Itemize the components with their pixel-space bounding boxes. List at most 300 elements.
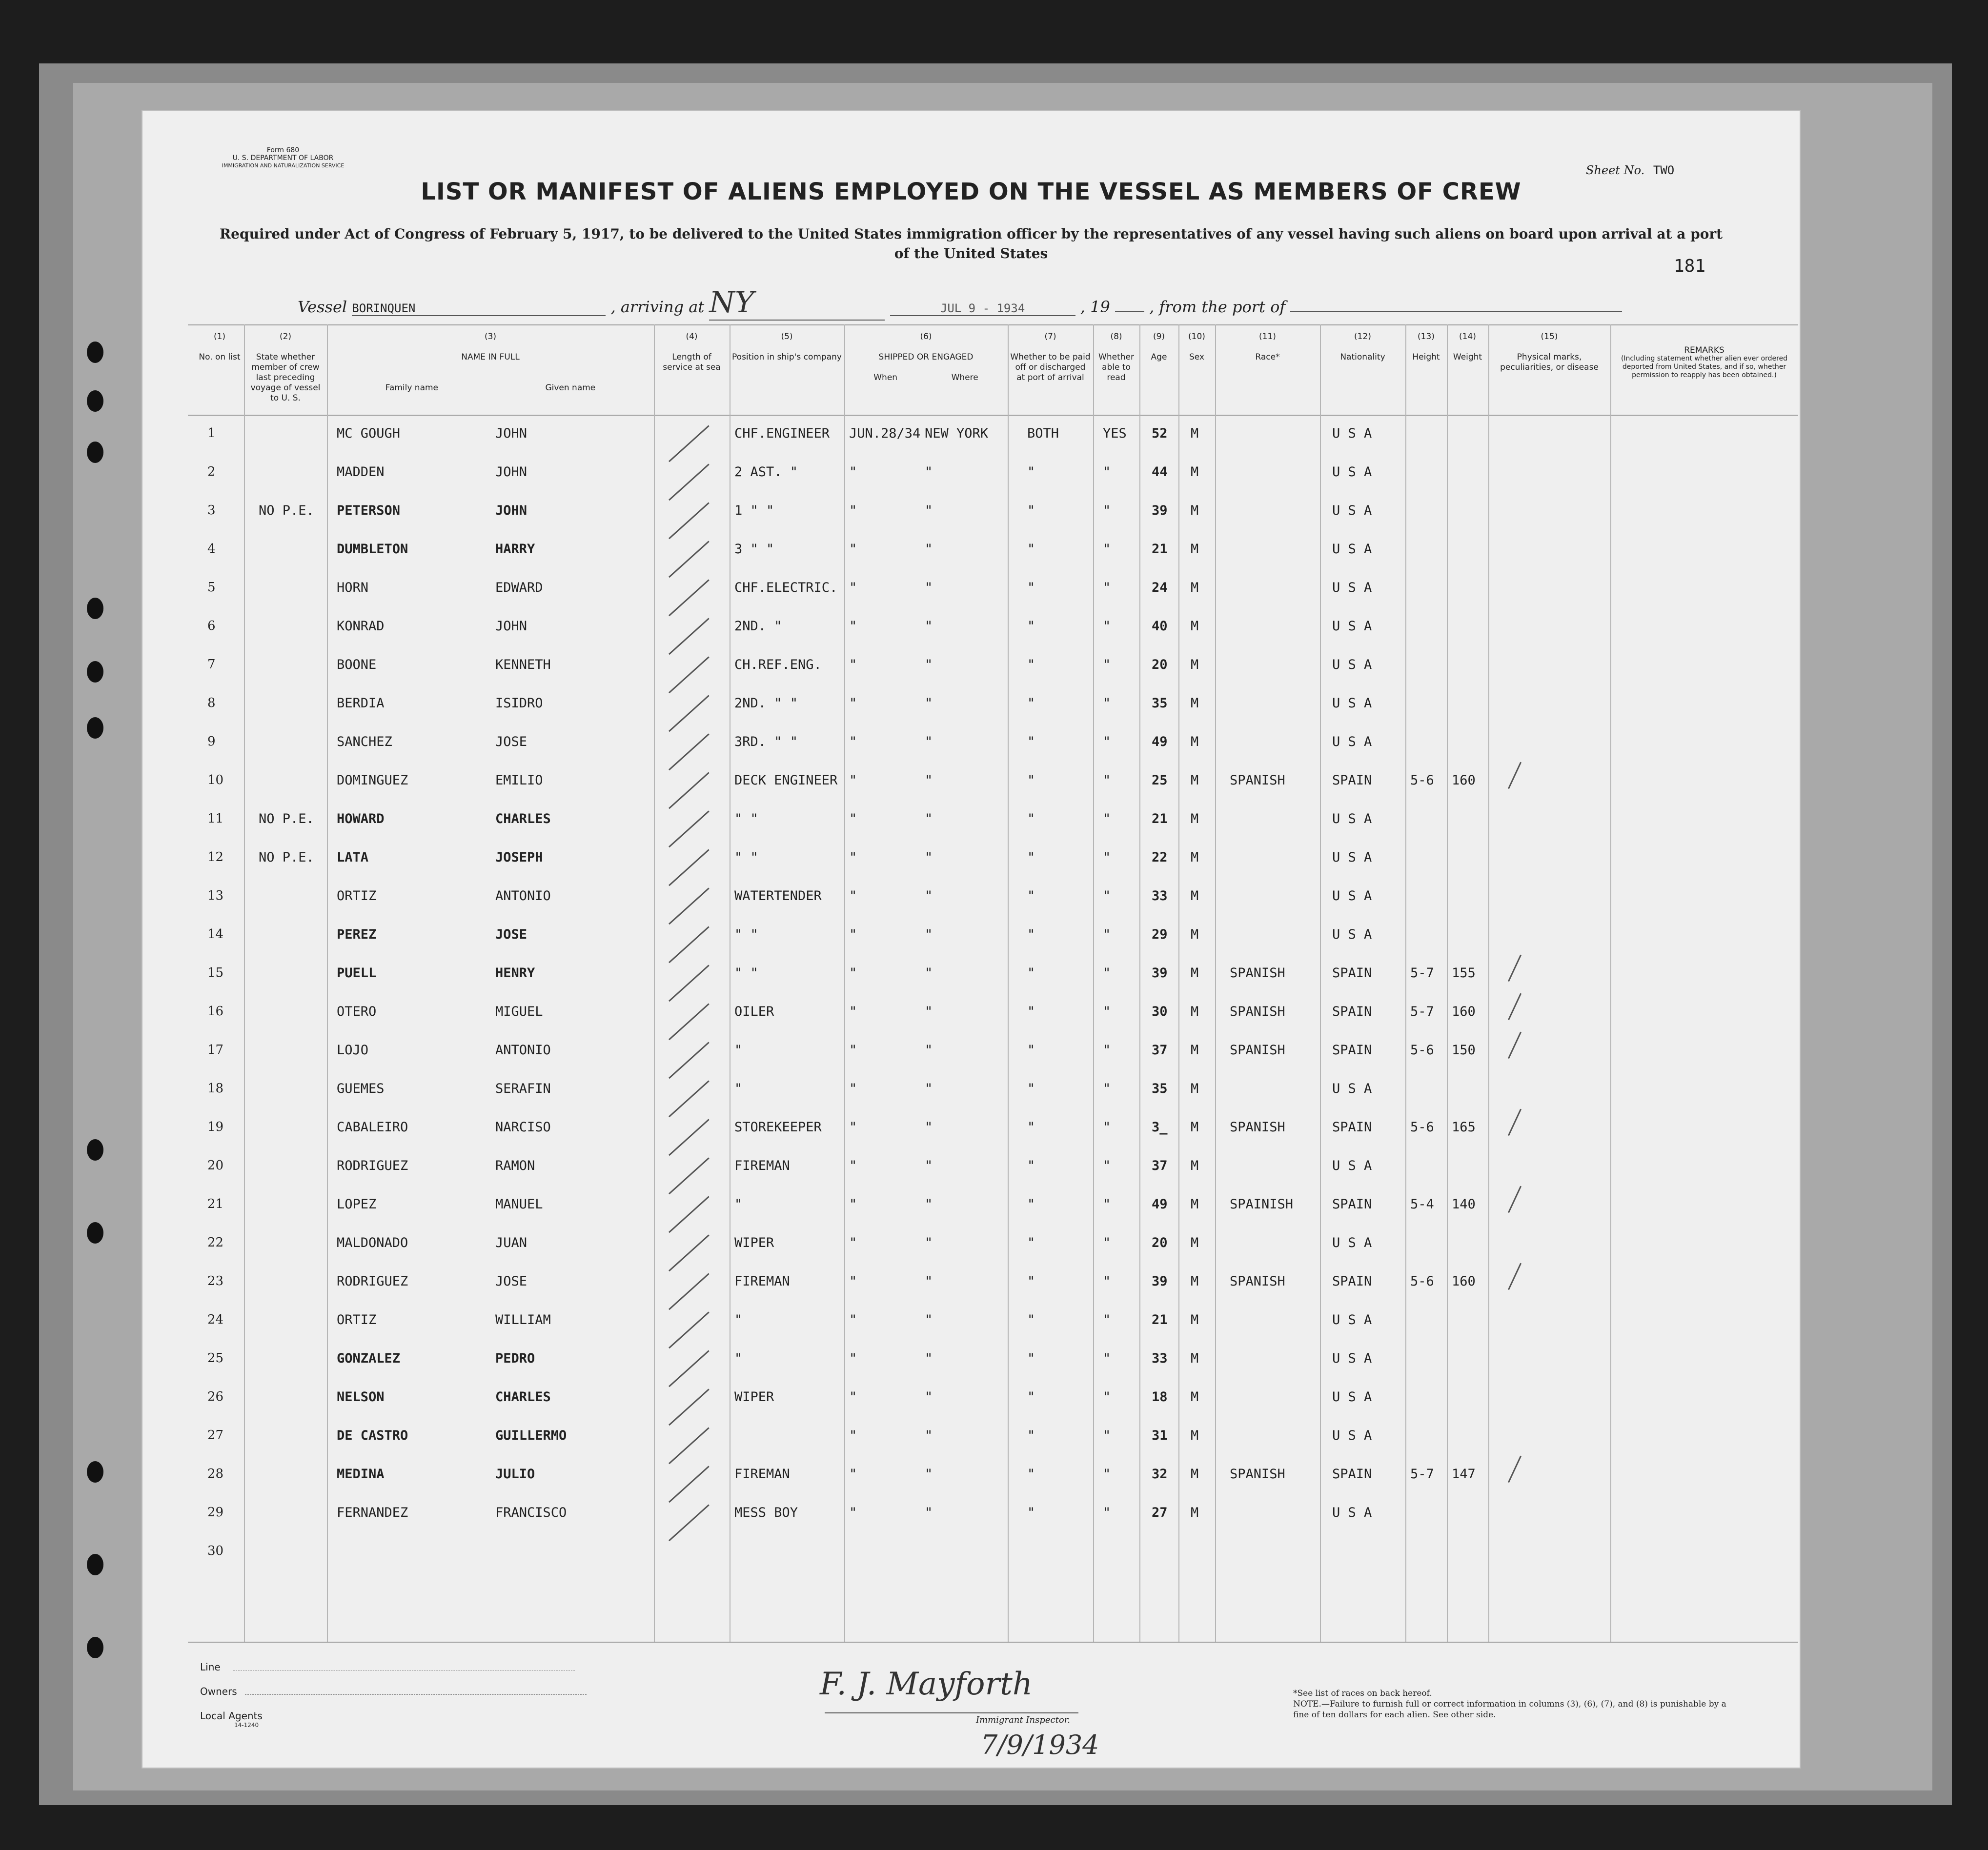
family-name-cell: RODRIGUEZ xyxy=(337,1274,408,1289)
row-number-cell: 3 xyxy=(207,503,216,518)
family-name-cell: KONRAD xyxy=(337,619,385,634)
weight-cell: 160 xyxy=(1452,1004,1476,1019)
able-to-read-cell: " xyxy=(1103,888,1111,904)
check-mark xyxy=(1508,1109,1521,1136)
previous-voyage-cell: NO P.E. xyxy=(259,811,314,826)
table-row xyxy=(188,1419,1798,1457)
family-name-cell: PUELL xyxy=(337,965,377,981)
given-name-cell: CHARLES xyxy=(495,811,551,826)
date-stamp: JUL 9 - 1934 xyxy=(890,302,1075,316)
age-cell: 33 xyxy=(1152,888,1168,904)
height-cell: 5-7 xyxy=(1410,965,1434,981)
shipped-when-cell: " xyxy=(849,619,857,634)
paid-off-cell: " xyxy=(1027,1081,1035,1096)
race-cell: SPANISH xyxy=(1230,1467,1285,1482)
family-name-cell: SANCHEZ xyxy=(337,734,392,749)
shipped-when-cell: " xyxy=(849,1389,857,1405)
footer-notes xyxy=(1293,1688,1732,1720)
row-number-cell: 19 xyxy=(207,1120,224,1134)
nationality-cell: SPAIN xyxy=(1332,1043,1372,1058)
paid-off-cell: " xyxy=(1027,1312,1035,1327)
able-to-read-cell: " xyxy=(1103,1428,1111,1443)
nationality-cell: U S A xyxy=(1332,426,1372,441)
col-header-weight xyxy=(1449,332,1486,362)
age-cell: 37 xyxy=(1152,1043,1168,1058)
sheet-value: TWO xyxy=(1653,163,1675,177)
age-cell: 49 xyxy=(1152,1197,1168,1212)
nationality-cell: U S A xyxy=(1332,927,1372,942)
table-rule xyxy=(188,324,1798,325)
position-cell: 3RD. " " xyxy=(734,734,798,749)
height-cell: 5-6 xyxy=(1410,1274,1434,1289)
signature-date: 7/9/1934 xyxy=(981,1729,1099,1760)
age-cell: 24 xyxy=(1152,580,1168,595)
row-number-cell: 5 xyxy=(207,580,216,595)
col-height-number: (13) xyxy=(1418,332,1435,342)
position-cell: WATERTENDER xyxy=(734,888,822,904)
manifest-page xyxy=(142,110,1801,1769)
sex-cell: M xyxy=(1191,580,1199,595)
age-cell: 39 xyxy=(1152,965,1168,981)
signature-line xyxy=(825,1712,1078,1713)
family-name-cell: DE CASTRO xyxy=(337,1428,408,1443)
given-name-cell: RAMON xyxy=(495,1158,535,1173)
shipped-when-cell: " xyxy=(849,1158,857,1173)
shipped-where-cell: " xyxy=(925,619,933,634)
family-name-cell: ORTIZ xyxy=(337,1312,377,1327)
height-cell: 5-4 xyxy=(1410,1197,1434,1212)
able-to-read-cell: " xyxy=(1103,1081,1111,1096)
races-note: *See list of races on back hereof. xyxy=(1293,1689,1432,1698)
table-row xyxy=(188,610,1798,648)
position-cell: WIPER xyxy=(734,1389,774,1405)
col-age-number: (9) xyxy=(1153,332,1165,342)
table-row xyxy=(188,571,1798,609)
paid-off-cell: " xyxy=(1027,927,1035,942)
sex-cell: M xyxy=(1191,657,1199,672)
table-row xyxy=(188,764,1798,802)
row-number-cell: 28 xyxy=(207,1467,224,1481)
position-cell: 3 " " xyxy=(734,542,774,557)
shipped-when-cell: " xyxy=(849,542,857,557)
given-name-cell: EDWARD xyxy=(495,580,543,595)
row-number-cell: 1 xyxy=(207,426,216,441)
able-to-read-cell: " xyxy=(1103,464,1111,480)
shipped-when-cell: " xyxy=(849,811,857,826)
shipped-when-cell: " xyxy=(849,580,857,595)
col-position-number: (5) xyxy=(781,332,793,342)
shipped-when-cell: " xyxy=(849,1274,857,1289)
row-number-cell: 22 xyxy=(207,1235,224,1250)
able-to-read-cell: " xyxy=(1103,542,1111,557)
nationality-cell: U S A xyxy=(1332,1158,1372,1173)
able-to-read-cell: " xyxy=(1103,1120,1111,1135)
position-cell: " " xyxy=(734,965,758,981)
col-header-marks xyxy=(1491,332,1608,373)
family-name-cell: HOWARD xyxy=(337,811,385,826)
given-name-cell: JOHN xyxy=(495,619,527,634)
able-to-read-cell: YES xyxy=(1103,426,1127,441)
col-prev-label: State whether member of crew last preceding voyage of vessel to U. S. xyxy=(250,352,321,403)
punch-hole xyxy=(87,1139,103,1161)
shipped-where-cell: " xyxy=(925,1158,933,1173)
year-label: , 19 xyxy=(1080,298,1110,316)
col-prev-number: (2) xyxy=(279,332,292,342)
sex-cell: M xyxy=(1191,1197,1199,1212)
table-row xyxy=(188,803,1798,841)
age-cell: 32 xyxy=(1152,1467,1168,1482)
col-marks-number: (15) xyxy=(1541,332,1558,342)
punch-hole xyxy=(87,1554,103,1575)
nationality-cell: SPAIN xyxy=(1332,1004,1372,1019)
shipped-where-cell: " xyxy=(925,1389,933,1405)
form-header xyxy=(200,146,366,170)
sheet-number xyxy=(1586,163,1674,177)
weight-cell: 140 xyxy=(1452,1197,1476,1212)
able-to-read-cell: " xyxy=(1103,1235,1111,1250)
weight-cell: 155 xyxy=(1452,965,1476,981)
sex-cell: M xyxy=(1191,1120,1199,1135)
table-row xyxy=(188,725,1798,764)
owners-blank xyxy=(245,1694,587,1695)
age-cell: 30 xyxy=(1152,1004,1168,1019)
punch-hole xyxy=(87,1637,103,1658)
table-row xyxy=(188,1188,1798,1226)
shipped-when-cell: " xyxy=(849,1235,857,1250)
family-name-cell: BERDIA xyxy=(337,696,385,711)
sex-cell: M xyxy=(1191,965,1199,981)
year-blank xyxy=(1115,311,1144,312)
given-name-cell: EMILIO xyxy=(495,773,543,788)
age-cell: 20 xyxy=(1152,1235,1168,1250)
table-row xyxy=(188,1227,1798,1265)
age-cell: 35 xyxy=(1152,1081,1168,1096)
col-paid-label: Whether to be paid off or discharged at port of arrival xyxy=(1010,352,1091,382)
sex-cell: M xyxy=(1191,850,1199,865)
given-name-cell: SERAFIN xyxy=(495,1081,551,1096)
row-number-cell: 26 xyxy=(207,1389,224,1404)
check-mark xyxy=(1508,1186,1521,1213)
shipped-when-cell: JUN.28/34 xyxy=(849,426,921,441)
penalty-note: NOTE.—Failure to furnish full or correct information in columns (3), (6), (7), and (8) is punishable by a fine of ten dollars for each alien. See other side. xyxy=(1293,1699,1726,1720)
punch-hole xyxy=(87,598,103,619)
able-to-read-cell: " xyxy=(1103,1505,1111,1520)
col-no-label: No. on list xyxy=(199,352,241,362)
able-to-read-cell: " xyxy=(1103,1158,1111,1173)
position-cell: " xyxy=(734,1312,743,1327)
shipped-where-cell: " xyxy=(925,1043,933,1058)
col-service-label: Length of service at sea xyxy=(663,352,721,372)
sex-cell: M xyxy=(1191,1351,1199,1366)
col-marks-label: Physical marks, peculiarities, or disease xyxy=(1500,352,1599,372)
nationality-cell: U S A xyxy=(1332,1505,1372,1520)
punch-hole xyxy=(87,717,103,739)
table-row xyxy=(188,841,1798,879)
table-row xyxy=(188,1034,1798,1072)
position-cell: FIREMAN xyxy=(734,1467,790,1482)
table-row xyxy=(188,918,1798,956)
sex-cell: M xyxy=(1191,542,1199,557)
previous-voyage-cell: NO P.E. xyxy=(259,503,314,518)
given-name-cell: HENRY xyxy=(495,965,535,981)
age-cell: 21 xyxy=(1152,1312,1168,1327)
service: IMMIGRATION AND NATURALIZATION SERVICE xyxy=(222,162,345,169)
position-cell: " xyxy=(734,1043,743,1058)
able-to-read-cell: " xyxy=(1103,696,1111,711)
able-to-read-cell: " xyxy=(1103,1043,1111,1058)
col-header-service xyxy=(656,332,727,373)
col-position-label: Position in ship's company xyxy=(732,352,842,362)
row-number-cell: 14 xyxy=(207,927,224,942)
row-number-cell: 12 xyxy=(207,850,224,865)
shipped-where-cell: " xyxy=(925,1004,933,1019)
table-row xyxy=(188,1458,1798,1496)
shipped-when-cell: " xyxy=(849,734,857,749)
agents-label: Local Agents xyxy=(200,1710,263,1722)
age-cell: 31 xyxy=(1152,1428,1168,1443)
weight-cell: 165 xyxy=(1452,1120,1476,1135)
col-sex-number: (10) xyxy=(1188,332,1205,342)
shipped-where-cell: " xyxy=(925,811,933,826)
given-name-cell: JULIO xyxy=(495,1467,535,1482)
shipped-when-cell: " xyxy=(849,1351,857,1366)
race-cell: SPANISH xyxy=(1230,1274,1285,1289)
col-remarks-label: REMARKS xyxy=(1684,345,1724,355)
shipped-when-cell: " xyxy=(849,1197,857,1212)
position-cell: MESS BOY xyxy=(734,1505,798,1520)
row-number-cell: 4 xyxy=(207,542,216,556)
col-header-nationality xyxy=(1322,332,1403,362)
col-race-number: (11) xyxy=(1259,332,1276,342)
able-to-read-cell: " xyxy=(1103,1312,1111,1327)
race-cell: SPANISH xyxy=(1230,1120,1285,1135)
agents-field xyxy=(200,1710,587,1722)
check-mark xyxy=(1508,1032,1521,1059)
nationality-cell: SPAIN xyxy=(1332,773,1372,788)
shipped-where-cell: " xyxy=(925,1351,933,1366)
sex-cell: M xyxy=(1191,1389,1199,1405)
paid-off-cell: " xyxy=(1027,1351,1035,1366)
nationality-cell: U S A xyxy=(1332,580,1372,595)
shipped-where-cell: " xyxy=(925,850,933,865)
row-number-cell: 21 xyxy=(207,1197,224,1211)
nationality-cell: U S A xyxy=(1332,1428,1372,1443)
previous-voyage-cell: NO P.E. xyxy=(259,850,314,865)
form-number: Form 680 xyxy=(266,146,300,154)
row-number-cell: 11 xyxy=(207,811,224,826)
nationality-cell: U S A xyxy=(1332,464,1372,480)
row-number-cell: 25 xyxy=(207,1351,224,1366)
height-cell: 5-6 xyxy=(1410,773,1434,788)
vessel-label: Vessel xyxy=(298,298,347,316)
col-race-label: Race* xyxy=(1255,352,1280,362)
shipped-when-cell: " xyxy=(849,1428,857,1443)
col-header-race xyxy=(1217,332,1318,362)
shipped-when-cell: " xyxy=(849,1120,857,1135)
col-weight-label: Weight xyxy=(1453,352,1482,362)
paid-off-cell: " xyxy=(1027,1274,1035,1289)
page-title: LIST OR MANIFEST OF ALIENS EMPLOYED ON THE VESSEL AS MEMBERS OF CREW xyxy=(421,178,1521,205)
nationality-cell: U S A xyxy=(1332,1312,1372,1327)
punch-hole xyxy=(87,342,103,363)
sheet-label: Sheet No. xyxy=(1586,163,1645,177)
paid-off-cell: " xyxy=(1027,1158,1035,1173)
family-name-cell: OTERO xyxy=(337,1004,377,1019)
inspector-label: Immigrant Inspector. xyxy=(976,1715,1071,1725)
col-age-label: Age xyxy=(1151,352,1167,362)
nationality-cell: SPAIN xyxy=(1332,1197,1372,1212)
paid-off-cell: " xyxy=(1027,1004,1035,1019)
height-cell: 5-6 xyxy=(1410,1120,1434,1135)
given-name-cell: GUILLERMO xyxy=(495,1428,567,1443)
department: U. S. DEPARTMENT OF LABOR xyxy=(232,154,334,162)
paid-off-cell: " xyxy=(1027,503,1035,518)
table-rule xyxy=(188,1642,1798,1643)
shipped-where-cell: " xyxy=(925,965,933,981)
table-row xyxy=(188,957,1798,995)
paid-off-cell: " xyxy=(1027,1505,1035,1520)
position-cell: " " xyxy=(734,927,758,942)
able-to-read-cell: " xyxy=(1103,580,1111,595)
table-row xyxy=(188,687,1798,725)
family-name-cell: DUMBLETON xyxy=(337,542,408,557)
arriving-label: , arriving at xyxy=(610,298,705,316)
row-number-cell: 13 xyxy=(207,888,224,903)
sex-cell: M xyxy=(1191,1312,1199,1327)
col-family-label: Family name xyxy=(385,383,439,393)
paid-off-cell: " xyxy=(1027,1428,1035,1443)
check-mark xyxy=(1508,1263,1521,1290)
punch-hole xyxy=(87,442,103,463)
position-cell: " xyxy=(734,1351,743,1366)
weight-cell: 160 xyxy=(1452,773,1476,788)
row-number-cell: 18 xyxy=(207,1081,224,1096)
shipped-when-cell: " xyxy=(849,1467,857,1482)
age-cell: 35 xyxy=(1152,696,1168,711)
owners-label: Owners xyxy=(200,1686,237,1697)
shipped-where-cell: " xyxy=(925,773,933,788)
shipped-where-cell: " xyxy=(925,888,933,904)
age-cell: 44 xyxy=(1152,464,1168,480)
table-row xyxy=(188,1496,1798,1534)
family-name-cell: RODRIGUEZ xyxy=(337,1158,408,1173)
table-rule xyxy=(188,415,1798,416)
family-name-cell: NELSON xyxy=(337,1389,385,1405)
nationality-cell: U S A xyxy=(1332,503,1372,518)
family-name-cell: MADDEN xyxy=(337,464,385,480)
punch-hole xyxy=(87,1461,103,1483)
table-row xyxy=(188,1535,1798,1573)
line-label: Line xyxy=(200,1661,221,1673)
shipped-where-cell: " xyxy=(925,580,933,595)
paid-off-cell: " xyxy=(1027,1197,1035,1212)
family-name-cell: DOMINGUEZ xyxy=(337,773,408,788)
col-header-position xyxy=(732,332,842,362)
col-header-shipped xyxy=(847,332,1005,383)
position-cell: STOREKEEPER xyxy=(734,1120,822,1135)
given-name-cell: ISIDRO xyxy=(495,696,543,711)
col-header-age xyxy=(1142,332,1176,362)
table-row xyxy=(188,648,1798,686)
height-cell: 5-6 xyxy=(1410,1043,1434,1058)
position-cell: DECK ENGINEER xyxy=(734,773,838,788)
nationality-cell: U S A xyxy=(1332,657,1372,672)
position-cell: 1 " " xyxy=(734,503,774,518)
check-mark xyxy=(1508,1456,1521,1483)
row-number-cell: 29 xyxy=(207,1505,224,1520)
sex-cell: M xyxy=(1191,927,1199,942)
col-header-height xyxy=(1408,332,1444,362)
nationality-cell: U S A xyxy=(1332,1081,1372,1096)
check-mark xyxy=(1508,955,1521,982)
row-number-cell: 8 xyxy=(207,696,216,710)
family-name-cell: PEREZ xyxy=(337,927,377,942)
shipped-where-cell: " xyxy=(925,657,933,672)
col-shipped-number: (6) xyxy=(920,332,932,342)
nationality-cell: SPAIN xyxy=(1332,1274,1372,1289)
paid-off-cell: " xyxy=(1027,696,1035,711)
family-name-cell: HORN xyxy=(337,580,369,595)
col-nat-label: Nationality xyxy=(1340,352,1385,362)
paid-off-cell: " xyxy=(1027,1235,1035,1250)
table-row xyxy=(188,995,1798,1033)
paid-off-cell: " xyxy=(1027,1120,1035,1135)
col-name-subheaders xyxy=(332,383,649,393)
row-number-cell: 9 xyxy=(207,734,216,749)
shipped-where-cell: " xyxy=(925,1505,933,1520)
able-to-read-cell: " xyxy=(1103,927,1111,942)
shipped-when-cell: " xyxy=(849,696,857,711)
col-nat-number: (12) xyxy=(1354,332,1371,342)
position-cell: 2ND. " " xyxy=(734,696,798,711)
race-cell: SPAINISH xyxy=(1230,1197,1294,1212)
col-shipped-label: SHIPPED OR ENGAGED xyxy=(878,352,974,362)
position-cell: " " xyxy=(734,811,758,826)
given-name-cell: CHARLES xyxy=(495,1389,551,1405)
vessel-name: BORINQUEN xyxy=(352,302,606,316)
paid-off-cell: " xyxy=(1027,811,1035,826)
age-cell: 22 xyxy=(1152,850,1168,865)
footer-fields xyxy=(200,1661,587,1729)
shipped-where-cell: " xyxy=(925,1274,933,1289)
col-when-label: When xyxy=(873,373,898,382)
paid-off-cell: " xyxy=(1027,965,1035,981)
table-row xyxy=(188,1381,1798,1419)
shipped-where-cell: " xyxy=(925,464,933,480)
col-read-label: Whether able to read xyxy=(1098,352,1134,382)
position-cell: OILER xyxy=(734,1004,774,1019)
age-cell: 39 xyxy=(1152,503,1168,518)
row-number-cell: 2 xyxy=(207,464,216,479)
able-to-read-cell: " xyxy=(1103,965,1111,981)
sex-cell: M xyxy=(1191,464,1199,480)
height-cell: 5-7 xyxy=(1410,1467,1434,1482)
paid-off-cell: " xyxy=(1027,1389,1035,1405)
given-name-cell: MIGUEL xyxy=(495,1004,543,1019)
sex-cell: M xyxy=(1191,1505,1199,1520)
position-cell: " xyxy=(734,1081,743,1096)
position-cell: WIPER xyxy=(734,1235,774,1250)
col-remarks-note: (Including statement whether alien ever ordered deported from United States, and if so, whether permission to reapply has been obtained.) xyxy=(1621,355,1788,379)
nationality-cell: U S A xyxy=(1332,850,1372,865)
family-name-cell: MALDONADO xyxy=(337,1235,408,1250)
sex-cell: M xyxy=(1191,1004,1199,1019)
nationality-cell: U S A xyxy=(1332,888,1372,904)
table-row xyxy=(188,1342,1798,1380)
age-cell: 25 xyxy=(1152,773,1168,788)
shipped-when-cell: " xyxy=(849,888,857,904)
col-name-number: (3) xyxy=(484,332,497,342)
